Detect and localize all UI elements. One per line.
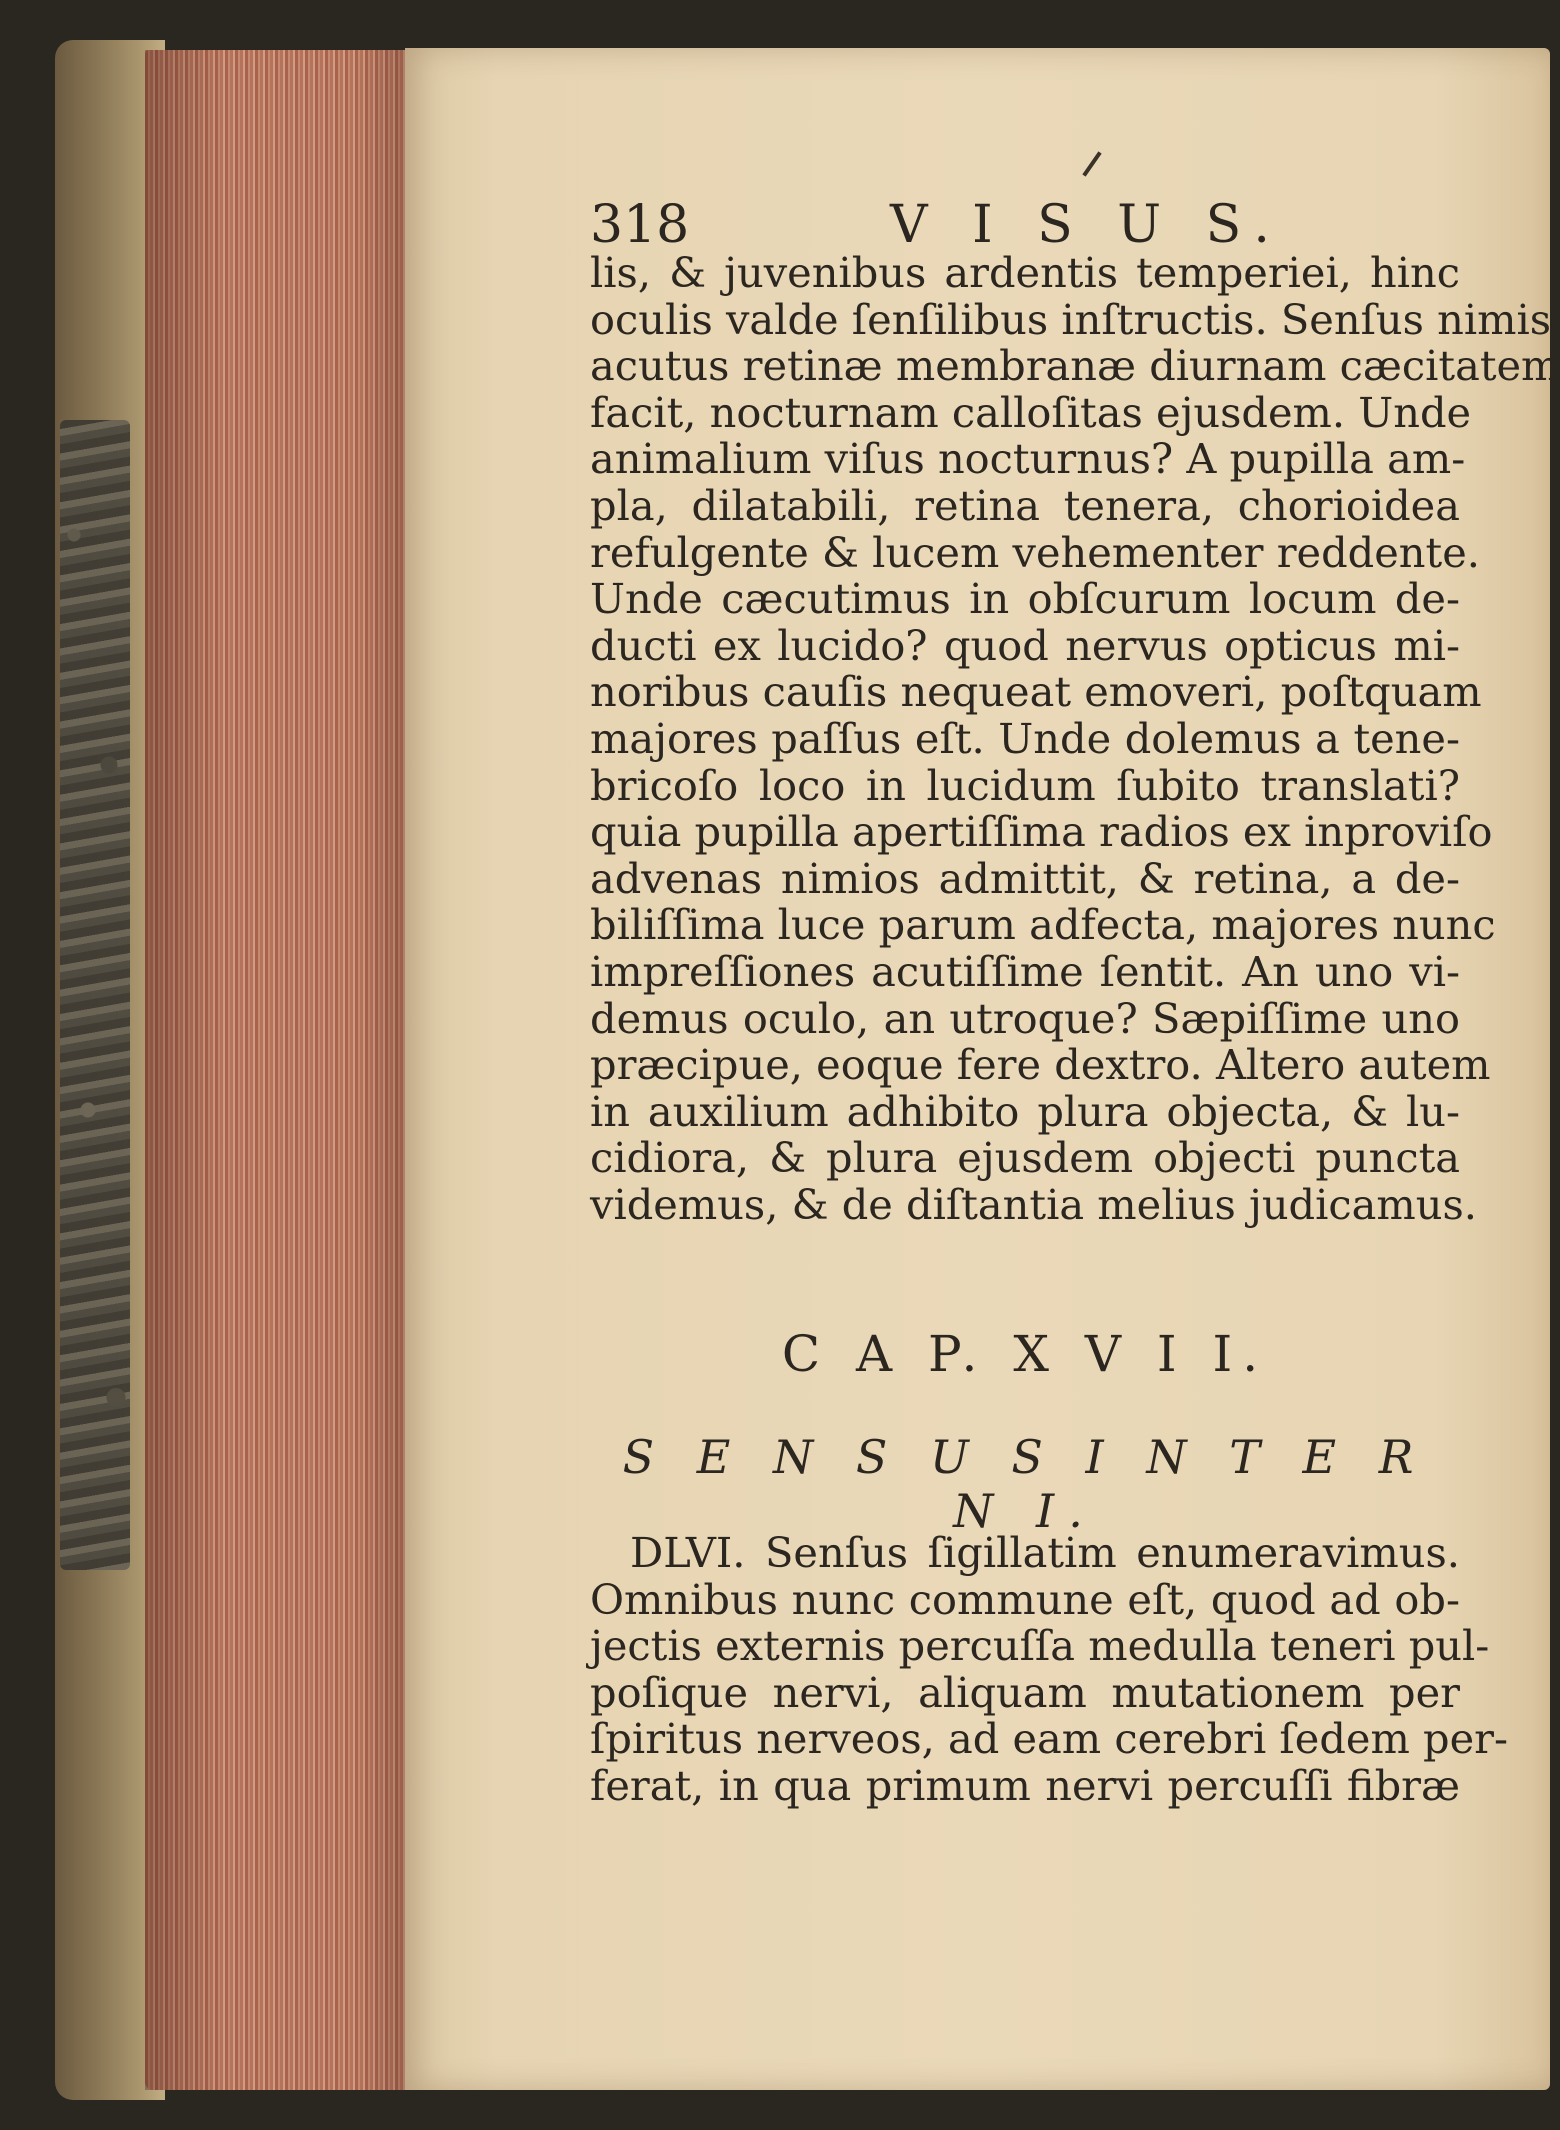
- text-line: impreſſiones acutiſſime ſentit. An uno vi-: [590, 946, 1460, 996]
- text-line: ducti ex lucido? quod nervus opticus mi-: [590, 620, 1460, 670]
- text-line: animalium viſus nocturnus? A pupilla am-: [590, 434, 1466, 484]
- text-line: noribus cauſis nequeat emoveri, poſtquam: [590, 667, 1482, 717]
- text-line: ſpiritus nerveos, ad eam cerebri ſedem per-: [590, 1714, 1508, 1764]
- text-line: in auxilium adhibito plura objecta, & lu-: [590, 1086, 1460, 1136]
- text-line: bricoſo loco in lucidum ſubito translati?: [590, 760, 1460, 810]
- text-line: Unde cæcutimus in obſcurum locum de-: [590, 574, 1460, 624]
- page-number: 318: [590, 195, 690, 255]
- text-block-visus: [590, 248, 1560, 1229]
- text-line: oculis valde ſenſilibus inſtructis. Senſus nimis: [590, 294, 1552, 344]
- text-line: quia pupilla apertiſſima radios ex inproviſo: [590, 807, 1493, 857]
- text-line: biliſſima luce parum adfecta, majores nunc: [590, 900, 1496, 950]
- text-line: majores paſſus eſt. Unde dolemus a tene-: [590, 713, 1460, 763]
- text-line: Omnibus nunc commune eſt, quod ad ob-: [590, 1574, 1460, 1624]
- text-line: cidiora, & plura ejusdem objecti puncta: [590, 1133, 1460, 1183]
- marbled-cover-paper: [60, 420, 130, 1570]
- text-line: demus oculo, an utroque? Sæpiſſime uno: [590, 993, 1460, 1043]
- text-line: acutus retinæ membranæ diurnam cæcitatem: [590, 341, 1560, 391]
- running-head: [590, 175, 1330, 255]
- text-line: ferat, in qua primum nervi percuſſi fibræ: [590, 1760, 1460, 1810]
- chapter-heading: C A P. X V I I.: [781, 1325, 1269, 1383]
- text-block-sensus-interni: [590, 1528, 1508, 1810]
- text-line: lis, & juvenibus ardentis temperiei, hinc: [590, 248, 1460, 297]
- text-line: advenas nimios admittit, & retina, a de-: [590, 853, 1460, 903]
- text-line: poſique nervi, aliquam mutationem per: [590, 1667, 1460, 1717]
- text-line: pla, dilatabili, retina tenera, chorioidea: [590, 480, 1460, 530]
- text-line: refulgente & lucem vehementer reddente.: [590, 527, 1480, 577]
- section-title: S E N S U S I N T E R N I.: [622, 1430, 1428, 1538]
- text-line: facit, nocturnam calloſitas ejusdem. Unde: [590, 387, 1472, 437]
- text-line: videmus, & de diſtantia melius judicamus.: [590, 1179, 1477, 1229]
- text-line: præcipue, eoque fere dextro. Altero autem: [590, 1040, 1491, 1090]
- text-line: DLVI. Senſus ſigillatim enumeravimus.: [630, 1528, 1460, 1577]
- running-title: V I S U S.: [890, 195, 1284, 255]
- text-line: jectis externis percuſſa medulla teneri pul-: [590, 1621, 1490, 1671]
- page-edges-shadow: [145, 50, 410, 2090]
